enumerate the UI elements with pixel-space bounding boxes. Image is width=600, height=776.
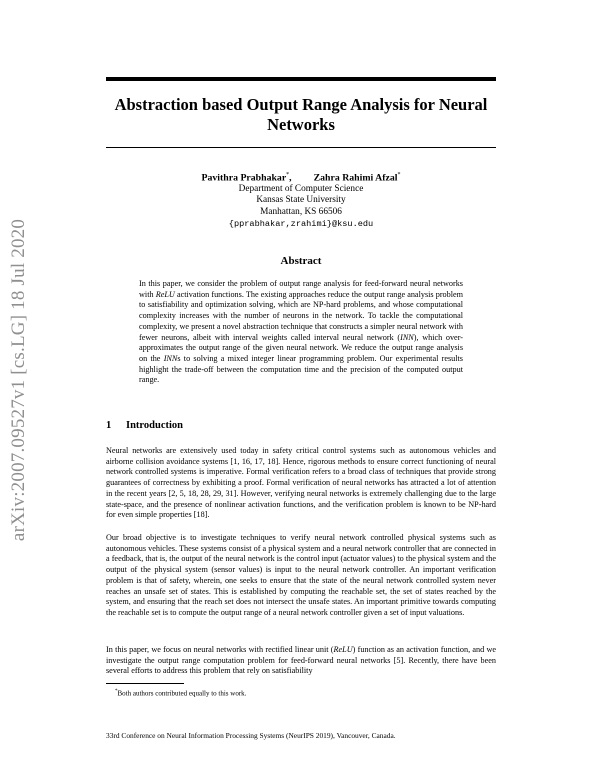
arxiv-identifier: arXiv:2007.09527v1 [cs.LG] 18 Jul 2020 [8,218,29,542]
author-email: {pprabhakar,zrahimi}@ksu.edu [228,218,374,229]
author-names [106,170,496,184]
abstract-text: In this paper, we consider the problem of output range analysis for feed-forward neural networks with ReLU activation functions. The existing approaches reduce the output range analysis problem to satisfiability and optimization solving, which are NP-hard problems, and whose computational complexity increases with the number of neurons in the network. To tackle the computational complexity, we present a novel abstraction technique that constructs a simpler neural network with fewer neurons, albeit with interval weights called interval neural network (INN), which over-approximates the output range of the given neural network. We reduce the output range analysis on the INNs to solving a mixed integer linear programming problem. Our experimental results highlight the trade-off between the computation time and the precision of the computed output range. [139,279,464,385]
author-separator: , [289,172,292,184]
author-1: Pavithra Prabhakar [201,172,287,184]
author-department: Department of Computer Science [238,183,364,194]
title-line-1: Abstraction based Output Range Analysis for Neural [114,95,488,114]
paper-title [106,95,496,135]
section-title: Introduction [126,420,183,431]
footnote-rule [106,683,184,684]
abstract-heading: Abstract [280,255,322,267]
intro-paragraph-3: In this paper, we focus on neural networks with rectified linear unit (ReLU) function as an activation function, and we investigate the output range computation problem for feed-forward neural networks [5]. Recently, there have been several efforts to address this problem that rely on satisfiability [106,645,496,676]
footnote-text: Both authors contributed equally to this work. [117,689,247,698]
author-2-mark: * [397,172,401,178]
title-top-rule [106,77,496,81]
venue-line: 33rd Conference on Neural Information Processing Systems (NeurIPS 2019), Vancouver, Canada. [106,731,396,740]
intro-paragraph-2: Our broad objective is to investigate techniques to verify neural network controlled physical systems such as autonomous vehicles. These systems consist of a physical system and a neural network controller that are connected in a feedback, that is, the output of the neural network is the control input (actuator values) to the physical system and the output of the physical system (sensor values) is input to the neural network controller. An important verification problem is that of safety, wherein, one seeks to ensure that the state of the neural network controlled system never reaches an unsafe set of states. This is established by computing the reachable set, the set of states reached by the system, and ensuring that the reach set does not intersect the unsafe states. An important primitive towards computing the reachable set is to compute the output range of a neural network controller given a set of input valuations. [106,533,496,617]
section-number: 1 [106,420,112,431]
intro-paragraph-1: Neural networks are extensively used today in safety critical control systems such as autonomous vehicles and airborne collision avoidance systems [1, 16, 17, 18]. Hence, rigorous methods to ensure correct functioning of neural network controlled systems is imperative. Formal verification refers to a broad class of techniques that provide strong guarantees of correctness by exhibiting a proof. Formal verification of neural networks has attracted a lot of attention in the recent years [2, 5, 18, 28, 29, 31]. However, verifying neural networks is extremely challenging due to the large state-space, and the presence of nonlinear activation functions, and the verification problem is known to be NP-hard for even simple properties [18]. [106,446,496,520]
title-bottom-rule [106,147,496,148]
author-1-mark: * [286,172,290,178]
author-2: Zahra Rahimi Afzal [313,172,398,184]
author-block [106,170,496,230]
paper-page [106,0,496,776]
title-line-2: Networks [267,115,335,134]
footnote-mark: * [115,689,118,694]
author-city: Manhattan, KS 66506 [260,207,342,218]
author-university: Kansas State University [256,195,346,206]
arxiv-stamp [2,210,36,550]
section-heading-introduction [106,420,183,431]
footnote [115,687,246,698]
